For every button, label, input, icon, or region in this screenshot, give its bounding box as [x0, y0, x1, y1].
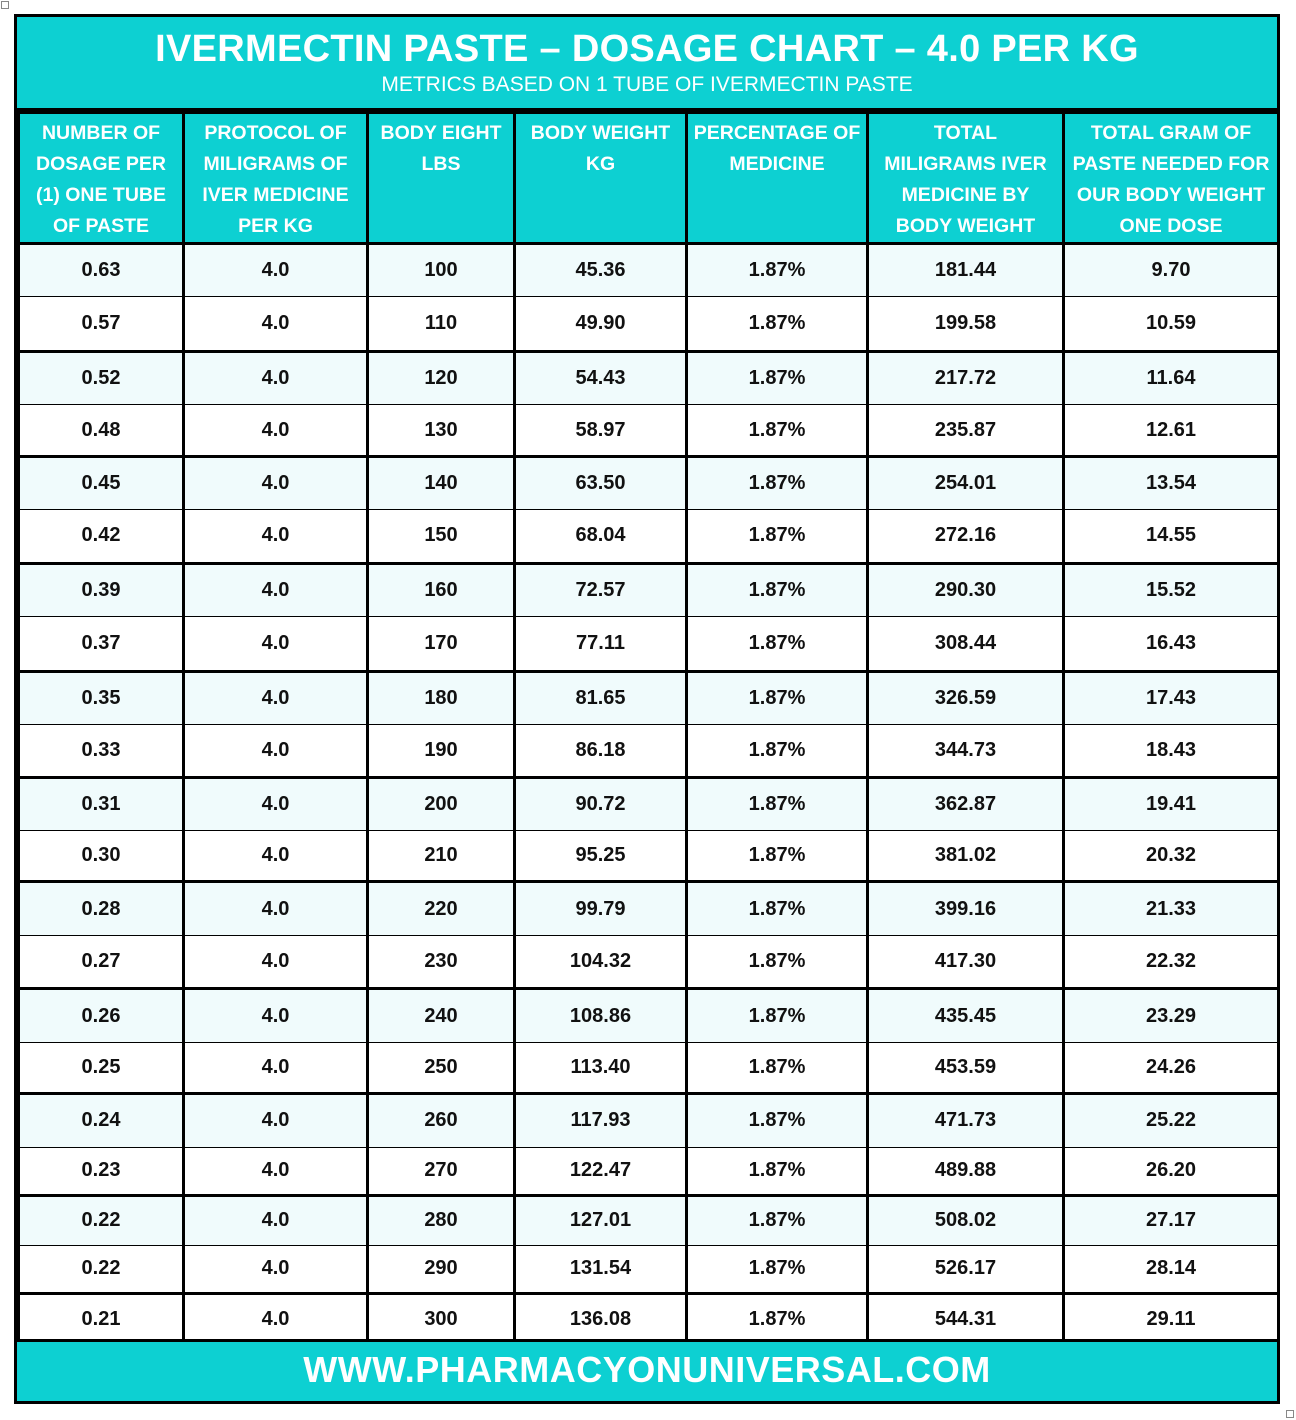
table-cell: 170: [368, 617, 515, 671]
table-cell: 4.0: [184, 244, 368, 297]
table-cell: 1.87%: [687, 617, 868, 671]
column-header-line: MILIGRAMS IVER: [884, 153, 1047, 175]
table-cell: 29.11: [1064, 1293, 1279, 1345]
table-cell: 120: [368, 351, 515, 404]
column-header-line: DOSAGE PER: [35, 153, 167, 175]
table-row: [19, 1245, 1279, 1293]
table-row: [19, 351, 1279, 404]
table-cell: 110: [368, 297, 515, 351]
table-cell: 22.32: [1064, 935, 1279, 988]
table-cell: 4.0: [184, 1293, 368, 1345]
table-cell: 0.27: [19, 935, 184, 988]
table-cell: 1.87%: [687, 1147, 868, 1195]
table-cell: 17.43: [1064, 671, 1279, 724]
table-row: [19, 989, 1279, 1042]
table-cell: 260: [368, 1094, 515, 1147]
table-cell: 471.73: [868, 1094, 1064, 1147]
column-header-line: KG: [585, 153, 616, 175]
table-cell: 1.87%: [687, 671, 868, 724]
table-cell: 72.57: [515, 563, 687, 616]
table-body: [19, 244, 1279, 1346]
table-cell: 4.0: [184, 510, 368, 563]
table-cell: 190: [368, 725, 515, 777]
table-cell: 11.64: [1064, 351, 1279, 404]
table-cell: 1.87%: [687, 882, 868, 935]
table-cell: 4.0: [184, 935, 368, 988]
table-cell: 0.30: [19, 830, 184, 881]
table-cell: 4.0: [184, 351, 368, 404]
table-cell: 0.26: [19, 989, 184, 1042]
table-cell: 68.04: [515, 510, 687, 563]
table-cell: 1.87%: [687, 1042, 868, 1093]
table-cell: 290: [368, 1245, 515, 1293]
table-cell: 362.87: [868, 777, 1064, 830]
table-cell: 160: [368, 563, 515, 616]
table-cell: 18.43: [1064, 725, 1279, 777]
table-cell: 4.0: [184, 1196, 368, 1245]
column-header-line: TOTAL: [933, 122, 998, 144]
table-cell: 0.48: [19, 405, 184, 456]
table-cell: 0.33: [19, 725, 184, 777]
table-cell: 0.22: [19, 1245, 184, 1293]
column-header-line: NUMBER OF: [41, 122, 161, 144]
table-cell: 140: [368, 456, 515, 509]
table-cell: 26.20: [1064, 1147, 1279, 1195]
table-cell: 0.31: [19, 777, 184, 830]
table-cell: 1.87%: [687, 405, 868, 456]
table-cell: 453.59: [868, 1042, 1064, 1093]
table-cell: 15.52: [1064, 563, 1279, 616]
table-cell: 4.0: [184, 297, 368, 351]
table-cell: 1.87%: [687, 935, 868, 988]
table-header-row: [19, 113, 1279, 244]
table-cell: 117.93: [515, 1094, 687, 1147]
table-cell: 13.54: [1064, 456, 1279, 509]
table-cell: 300: [368, 1293, 515, 1345]
table-cell: 0.28: [19, 882, 184, 935]
column-header-line: (1) ONE TUBE: [35, 184, 166, 206]
table-cell: 0.24: [19, 1094, 184, 1147]
table-cell: 9.70: [1064, 244, 1279, 297]
table-cell: 4.0: [184, 989, 368, 1042]
table-cell: 77.11: [515, 617, 687, 671]
table-row: [19, 456, 1279, 509]
column-header: [368, 113, 515, 244]
table-cell: 1.87%: [687, 1196, 868, 1245]
table-cell: 0.42: [19, 510, 184, 563]
column-header-line: BODY EIGHT: [380, 122, 502, 144]
table-row: [19, 1293, 1279, 1345]
table-cell: 0.22: [19, 1196, 184, 1245]
table-cell: 4.0: [184, 671, 368, 724]
table-cell: 23.29: [1064, 989, 1279, 1042]
table-cell: 21.33: [1064, 882, 1279, 935]
dosage-chart: [14, 14, 1280, 1404]
table-cell: 130: [368, 405, 515, 456]
table-cell: 1.87%: [687, 351, 868, 404]
table-cell: 210: [368, 830, 515, 881]
page-subtitle: METRICS BASED ON 1 TUBE OF IVERMECTIN PASTE: [381, 73, 913, 96]
table-row: [19, 830, 1279, 881]
table-cell: 104.32: [515, 935, 687, 988]
table-cell: 200: [368, 777, 515, 830]
table-cell: 58.97: [515, 405, 687, 456]
column-header-line: OF PASTE: [52, 215, 150, 237]
table-cell: 27.17: [1064, 1196, 1279, 1245]
table-cell: 381.02: [868, 830, 1064, 881]
table-row: [19, 405, 1279, 456]
table-cell: 1.87%: [687, 563, 868, 616]
column-header-line: PROTOCOL OF: [204, 122, 347, 144]
table-cell: 99.79: [515, 882, 687, 935]
table-cell: 344.73: [868, 725, 1064, 777]
table-cell: 4.0: [184, 405, 368, 456]
table-cell: 113.40: [515, 1042, 687, 1093]
table-cell: 1.87%: [687, 1245, 868, 1293]
column-header-line: PASTE NEEDED FOR: [1072, 153, 1270, 175]
table-cell: 81.65: [515, 671, 687, 724]
table-cell: 4.0: [184, 456, 368, 509]
table-cell: 544.31: [868, 1293, 1064, 1345]
table-cell: 1.87%: [687, 456, 868, 509]
title-bar: [17, 17, 1277, 111]
table-row: [19, 935, 1279, 988]
table-cell: 20.32: [1064, 830, 1279, 881]
table-cell: 290.30: [868, 563, 1064, 616]
table-cell: 0.37: [19, 617, 184, 671]
table-cell: 0.23: [19, 1147, 184, 1195]
table-cell: 326.59: [868, 671, 1064, 724]
table-cell: 63.50: [515, 456, 687, 509]
table-cell: 435.45: [868, 989, 1064, 1042]
table-cell: 270: [368, 1147, 515, 1195]
table-cell: 0.57: [19, 297, 184, 351]
table-cell: 4.0: [184, 1147, 368, 1195]
table-cell: 10.59: [1064, 297, 1279, 351]
table-cell: 280: [368, 1196, 515, 1245]
table-cell: 0.25: [19, 1042, 184, 1093]
table-cell: 0.39: [19, 563, 184, 616]
table-row: [19, 1196, 1279, 1245]
column-header: [1064, 113, 1279, 244]
table-cell: 19.41: [1064, 777, 1279, 830]
table-cell: 240: [368, 989, 515, 1042]
table-cell: 4.0: [184, 1245, 368, 1293]
table-cell: 0.21: [19, 1293, 184, 1345]
table-cell: 4.0: [184, 882, 368, 935]
table-cell: 0.35: [19, 671, 184, 724]
table-cell: 90.72: [515, 777, 687, 830]
table-cell: 24.26: [1064, 1042, 1279, 1093]
column-header-line: BODY WEIGHT: [895, 215, 1036, 237]
column-header-line: ONE DOSE: [1119, 215, 1223, 237]
page-title: IVERMECTIN PASTE – DOSAGE CHART – 4.0 PER KG: [155, 28, 1139, 70]
column-header-line: MEDICINE BY: [901, 184, 1030, 206]
table-cell: 0.63: [19, 244, 184, 297]
table-cell: 417.30: [868, 935, 1064, 988]
table-row: [19, 244, 1279, 297]
table-cell: 1.87%: [687, 830, 868, 881]
table-cell: 1.87%: [687, 244, 868, 297]
table-cell: 122.47: [515, 1147, 687, 1195]
table-row: [19, 671, 1279, 724]
column-header-line: PER KG: [238, 215, 313, 237]
table-cell: 45.36: [515, 244, 687, 297]
table-row: [19, 563, 1279, 616]
table-cell: 54.43: [515, 351, 687, 404]
table-cell: 489.88: [868, 1147, 1064, 1195]
table-cell: 49.90: [515, 297, 687, 351]
resize-handle-bottom-right[interactable]: [1286, 1410, 1294, 1418]
table-cell: 16.43: [1064, 617, 1279, 671]
table-cell: 1.87%: [687, 297, 868, 351]
table-cell: 272.16: [868, 510, 1064, 563]
table-row: [19, 1147, 1279, 1195]
resize-handle-top-left[interactable]: [1, 1, 9, 9]
column-header: [515, 113, 687, 244]
table-row: [19, 1094, 1279, 1147]
column-header-line: OUR BODY WEIGHT: [1076, 184, 1266, 206]
table-cell: 127.01: [515, 1196, 687, 1245]
table-cell: 4.0: [184, 563, 368, 616]
column-header-line: TOTAL GRAM OF: [1090, 122, 1252, 144]
table-cell: 199.58: [868, 297, 1064, 351]
table-cell: 308.44: [868, 617, 1064, 671]
table-row: [19, 1042, 1279, 1093]
table-cell: 28.14: [1064, 1245, 1279, 1293]
table-cell: 230: [368, 935, 515, 988]
table-cell: 4.0: [184, 725, 368, 777]
column-header-line: BODY WEIGHT: [530, 122, 671, 144]
table-cell: 14.55: [1064, 510, 1279, 563]
table-cell: 4.0: [184, 1042, 368, 1093]
table-cell: 180: [368, 671, 515, 724]
table-cell: 4.0: [184, 777, 368, 830]
table-row: [19, 510, 1279, 563]
table-cell: 217.72: [868, 351, 1064, 404]
table-cell: 220: [368, 882, 515, 935]
table-row: [19, 725, 1279, 777]
table-cell: 100: [368, 244, 515, 297]
column-header-line: MEDICINE: [729, 153, 825, 175]
table-cell: 25.22: [1064, 1094, 1279, 1147]
table-cell: 1.87%: [687, 777, 868, 830]
column-header-line: LBS: [421, 153, 461, 175]
table-cell: 150: [368, 510, 515, 563]
table-cell: 4.0: [184, 617, 368, 671]
table-cell: 399.16: [868, 882, 1064, 935]
table-cell: 1.87%: [687, 725, 868, 777]
column-header: [184, 113, 368, 244]
table-cell: 4.0: [184, 830, 368, 881]
table-cell: 508.02: [868, 1196, 1064, 1245]
table-cell: 1.87%: [687, 989, 868, 1042]
table-cell: 1.87%: [687, 1094, 868, 1147]
column-header-line: PERCENTAGE OF: [693, 122, 861, 144]
column-header-line: IVER MEDICINE: [202, 184, 349, 206]
table-cell: 0.45: [19, 456, 184, 509]
table-cell: 235.87: [868, 405, 1064, 456]
table-row: [19, 777, 1279, 830]
column-header: [19, 113, 184, 244]
table-cell: 12.61: [1064, 405, 1279, 456]
table-cell: 1.87%: [687, 510, 868, 563]
table-row: [19, 297, 1279, 351]
table-cell: 86.18: [515, 725, 687, 777]
table-cell: 95.25: [515, 830, 687, 881]
table-row: [19, 617, 1279, 671]
table-cell: 250: [368, 1042, 515, 1093]
column-header-line: MILIGRAMS OF: [203, 153, 348, 175]
column-header: [687, 113, 868, 244]
table-cell: 0.52: [19, 351, 184, 404]
table-cell: 136.08: [515, 1293, 687, 1345]
table-cell: 108.86: [515, 989, 687, 1042]
table-row: [19, 882, 1279, 935]
table-cell: 1.87%: [687, 1293, 868, 1345]
footer-url: WWW.PHARMACYONUNIVERSAL.COM: [17, 1339, 1277, 1401]
table-cell: 131.54: [515, 1245, 687, 1293]
column-header: [868, 113, 1064, 244]
table-cell: 254.01: [868, 456, 1064, 509]
dosage-table: [17, 111, 1280, 1345]
table-cell: 181.44: [868, 244, 1064, 297]
table-cell: 526.17: [868, 1245, 1064, 1293]
table-cell: 4.0: [184, 1094, 368, 1147]
